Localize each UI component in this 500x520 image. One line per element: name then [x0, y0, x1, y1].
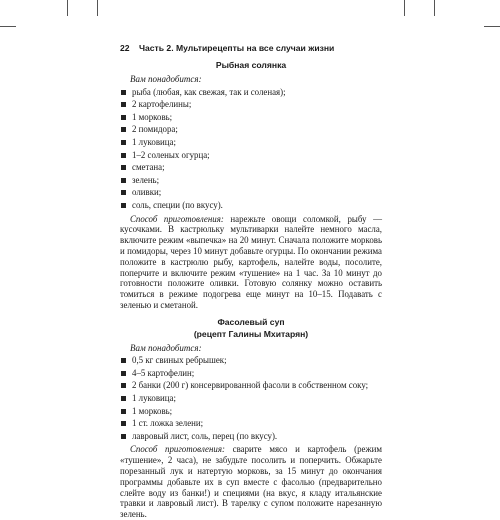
method-label: Способ приготовления: — [130, 444, 225, 455]
ingredients-label: Вам понадобится: — [130, 74, 202, 84]
method-paragraph — [120, 214, 382, 311]
ingredient-item: 2 помидора; — [120, 123, 382, 136]
recipe-subtitle: (рецепт Галины Мхитарян) — [193, 328, 309, 339]
ingredient-item: 2 банки (200 г) консервированной фасоли в собственном соку; — [120, 379, 382, 392]
method-text: нарежьте овощи соломкой, рыбу — кусочками. В кастрюльку мультиварки налейте немного масла, включите режим «выпечка» на 20 минут. Сначала положите морковь и помидоры, через 10 минут добавьте огурцы. По окончании режима положите в кастрюлю рыбу, картофель, налейте воды, посолите, поперчите и включите режим «тушение» на 1 час. За 10 минут до готовности положите оливки. Готовую солянку можно оставить томиться в режиме подогрева еще минут на 10–15. Подавать с зеленью и сметаной. — [120, 213, 382, 310]
ingredient-item: 1 ст. ложка зелени; — [120, 417, 382, 430]
method-paragraph — [120, 444, 382, 520]
ingredient-item: рыба (любая, как свежая, так и соленая); — [120, 86, 382, 99]
recipe-title: Рыбная солянка — [215, 60, 287, 70]
ingredient-item: 1 морковь; — [120, 405, 382, 418]
ingredient-item: 1 луковица; — [120, 136, 382, 149]
crop-mark — [434, 0, 435, 16]
ingredient-item: 1 морковь; — [120, 111, 382, 124]
ingredient-item: соль, специи (по вкусу). — [120, 199, 382, 212]
crop-mark — [97, 0, 98, 16]
ingredient-item: сметана; — [120, 161, 382, 174]
crop-mark — [404, 0, 405, 16]
recipe-bean-soup — [120, 316, 382, 520]
ingredient-item: 1 луковица; — [120, 392, 382, 405]
ingredient-item: 1–2 соленых огурца; — [120, 149, 382, 162]
crop-mark — [484, 26, 500, 27]
crop-mark — [67, 0, 68, 16]
ingredient-item: лавровый лист, соль, перец (по вкусу). — [120, 430, 382, 443]
ingredient-item: 0,5 кг свиных ребрышек; — [120, 354, 382, 367]
crop-mark — [0, 26, 16, 27]
ingredient-list — [120, 86, 382, 212]
ingredients-label: Вам понадобится: — [130, 342, 202, 353]
page-header — [120, 43, 334, 53]
method-text: сварите мясо и картофель (режим «тушение», 2 часа), не забудьте посолить и поперчить. Обжарьте порезанный лук и натертую морковь, за 15 минут до окончания программы добавьте их в суп вместе с фасолью (предварительно слейте воду из банки!) и специями (на вкус, я кладу итальянские травки и лавровый лист). В тарелку с супом положите нарезанную зелень. — [120, 444, 382, 520]
recipe-title: Фасолевый суп — [217, 316, 285, 327]
ingredient-item: 2 картофелины; — [120, 98, 382, 111]
running-head: Часть 2. Мультирецепты на все случаи жизни — [138, 43, 335, 53]
page-content — [120, 57, 382, 520]
ingredient-item: 4–5 картофелин; — [120, 367, 382, 380]
ingredient-list — [120, 354, 382, 442]
ingredient-item: оливки; — [120, 186, 382, 199]
ingredient-item: зелень; — [120, 174, 382, 187]
page-number: 22 — [120, 43, 130, 53]
recipe-fish-solyanka — [120, 59, 382, 311]
method-label: Способ приготовления: — [130, 213, 224, 224]
